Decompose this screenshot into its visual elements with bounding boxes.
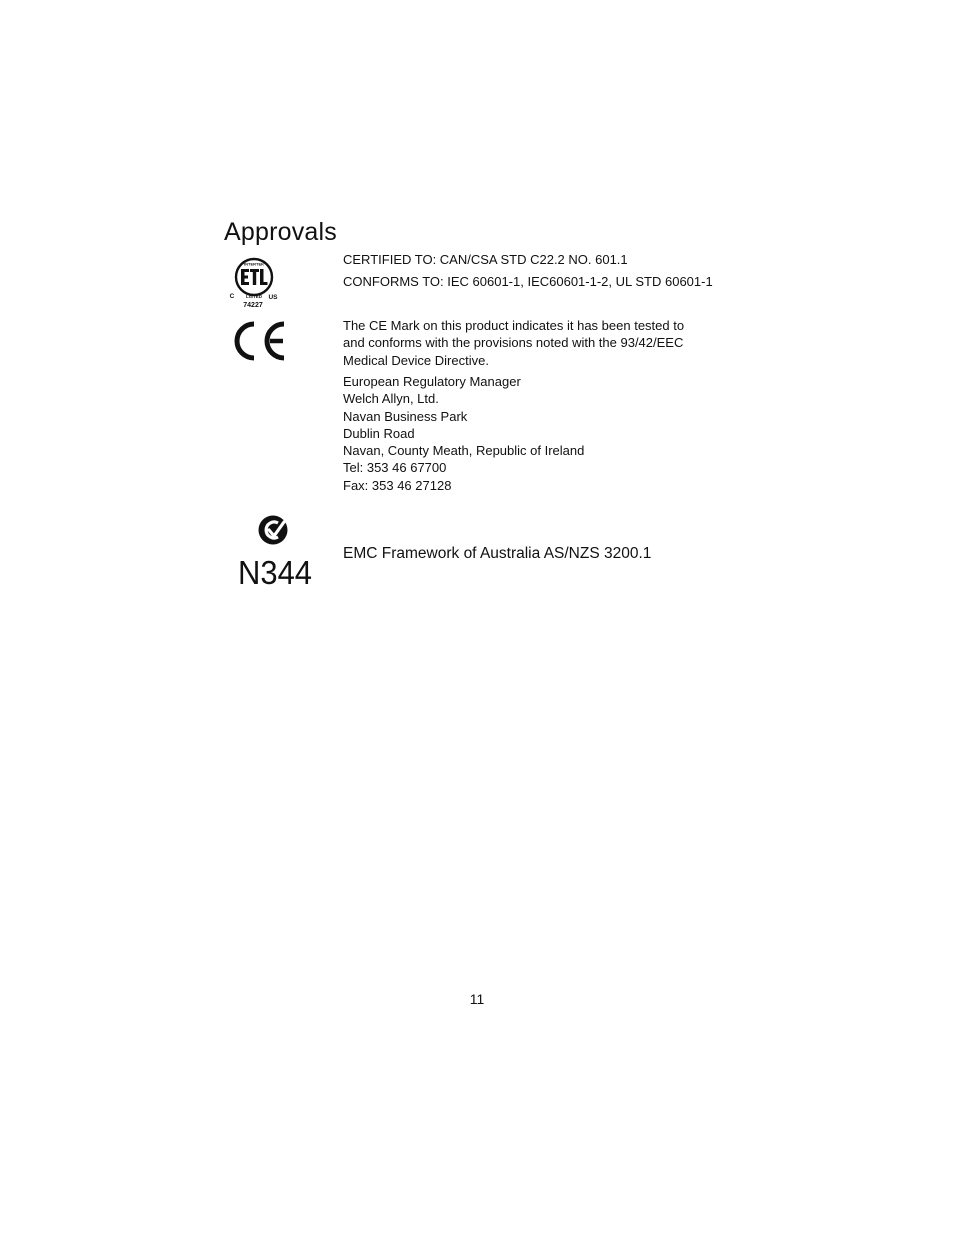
address-line: Tel: 353 46 67700	[343, 460, 447, 476]
address-line: Navan Business Park	[343, 408, 468, 424]
address-line: Dublin Road	[343, 425, 415, 441]
address-line: Welch Allyn, Ltd.	[343, 391, 439, 407]
ce-description	[343, 317, 684, 369]
etl-logo-number: 74227	[243, 302, 263, 309]
ce-description-line: and conforms with the provisions noted with the 93/42/EEC	[343, 335, 684, 351]
etl-listed-mark-icon	[226, 256, 282, 310]
etl-logo-us-mark: US	[268, 294, 278, 301]
page-number: 11	[469, 991, 485, 1007]
etl-conforms-line: CONFORMS TO: IEC 60601-1, IEC60601-1-2, UL STD 60601-1	[343, 274, 713, 289]
ce-mark-icon	[228, 319, 288, 363]
emc-framework-text: EMC Framework of Australia AS/NZS 3200.1	[343, 545, 652, 562]
c-tick-code: N344	[238, 554, 312, 590]
regulatory-address	[343, 373, 584, 494]
ce-description-line: The CE Mark on this product indicates it has been tested to	[343, 318, 685, 333]
address-line: Navan, County Meath, Republic of Ireland	[343, 443, 585, 459]
etl-logo-top-arc: INTERTEK	[244, 261, 264, 267]
address-line: European Regulatory Manager	[343, 374, 521, 389]
address-line: Fax: 353 46 27128	[343, 477, 452, 493]
c-tick-mark-icon	[236, 514, 316, 590]
etl-logo-listed: LISTED	[245, 294, 263, 299]
etl-logo-c-mark: C	[229, 293, 235, 300]
ce-description-line: Medical Device Directive.	[343, 352, 489, 368]
etl-certified-line: CERTIFIED TO: CAN/CSA STD C22.2 NO. 601.1	[343, 252, 628, 267]
page-title: Approvals	[224, 218, 337, 246]
